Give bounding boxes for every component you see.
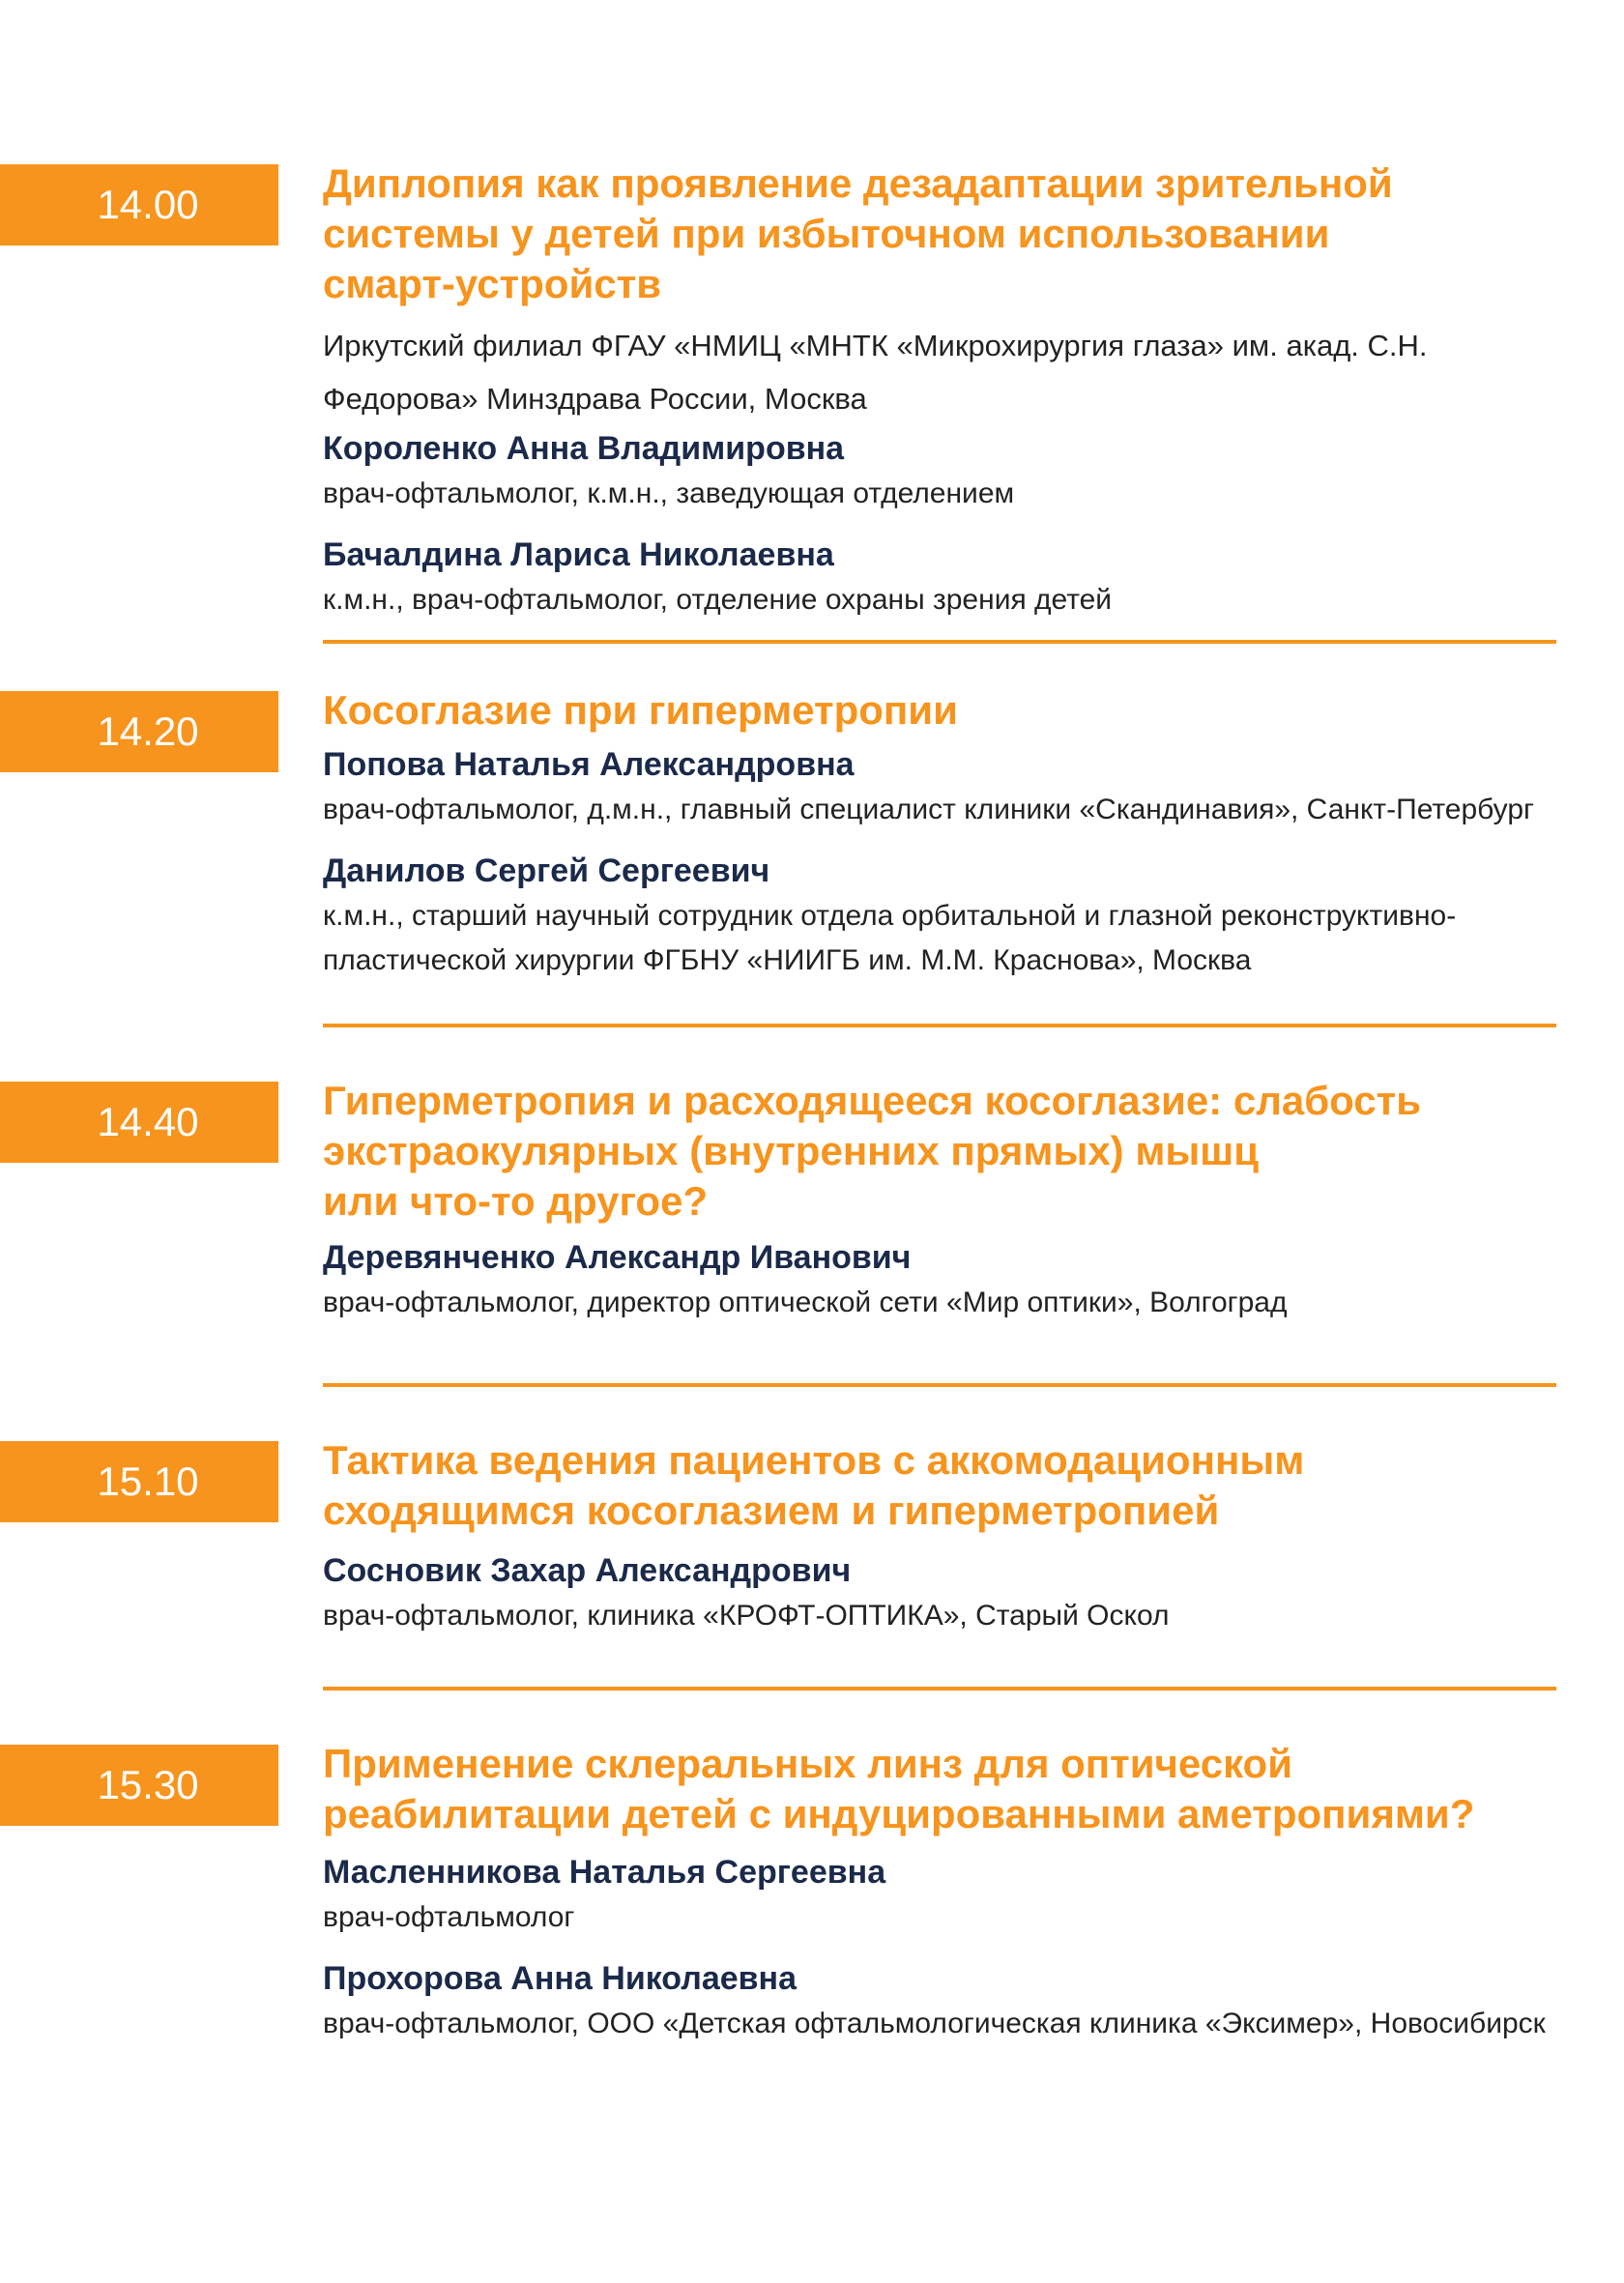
divider — [323, 1687, 1556, 1691]
organization — [323, 319, 1580, 425]
session-title-line: Диплопия как проявление дезадаптации зрительной — [323, 160, 1393, 206]
speaker — [323, 1549, 1580, 1638]
session-title — [323, 1076, 1580, 1227]
session-title-line: экстраокулярных (внутренних прямых) мышц — [323, 1128, 1260, 1173]
speaker-name: Сосновик Захар Александрович — [323, 1552, 852, 1589]
session-title-line: Гиперметропия и расходящееся косоглазие: слабость — [323, 1078, 1422, 1123]
session-title-line: Косоглазие при гиперметропии — [323, 687, 958, 733]
speaker — [323, 850, 1580, 983]
speaker-role-line: врач-офтальмолог, директор оптической сети «Мир оптики», Волгоград — [323, 1286, 1288, 1318]
speaker-role — [323, 2002, 1580, 2046]
speaker — [323, 1957, 1580, 2046]
session-content — [323, 1435, 1580, 1638]
speaker — [323, 743, 1580, 832]
speaker-name: Короленко Анна Владимировна — [323, 430, 845, 467]
speaker-role — [323, 894, 1580, 983]
speaker-name: Масленникова Наталья Сергеевна — [323, 1854, 886, 1891]
speaker — [323, 427, 1580, 516]
speaker-role-line: врач-офтальмолог, ООО «Детская офтальмологическая клиника «Эксимер», Новосибирск — [323, 2008, 1546, 2039]
time-badge: 14.20 — [0, 691, 278, 772]
speaker-role — [323, 1281, 1580, 1325]
organization-line: Федорова» Минздрава России, Москва — [323, 382, 867, 416]
session-title — [323, 1739, 1580, 1839]
session-title — [323, 1435, 1580, 1536]
speaker-role-line: к.м.н., врач-офтальмолог, отделение охраны зрения детей — [323, 584, 1113, 616]
speaker-name: Данилов Сергей Сергеевич — [323, 853, 770, 889]
divider — [323, 1383, 1556, 1387]
organization-line: Иркутский филиал ФГАУ «НМИЦ «МНТК «Микрохирургия глаза» им. акад. С.Н. — [323, 329, 1428, 362]
speaker-role-line: пластической хирургии ФГБНУ «НИИГБ им. М.М. Краснова», Москва — [323, 944, 1252, 976]
speaker-role — [323, 1594, 1580, 1638]
session-title-line: сходящимся косоглазием и гиперметропией — [323, 1488, 1220, 1533]
speaker-role-line: врач-офтальмолог — [323, 1901, 575, 1933]
session-content — [323, 1076, 1580, 1325]
session-content — [323, 159, 1580, 622]
session-title-line: Тактика ведения пациентов с аккомодационным — [323, 1437, 1305, 1483]
session-title-line: реабилитации детей с индуцированными аметропиями? — [323, 1791, 1475, 1836]
speaker-name: Прохорова Анна Николаевна — [323, 1960, 797, 1997]
speaker-role — [323, 788, 1580, 832]
speaker-role-line: врач-офтальмолог, клиника «КРОФТ-ОПТИКА», Старый Оскол — [323, 1600, 1170, 1632]
time-badge: 15.30 — [0, 1745, 278, 1826]
speaker-role-line: к.м.н., старший научный сотрудник отдела орбитальной и глазной реконструктивно- — [323, 900, 1457, 932]
speaker-role-line: врач-офтальмолог, д.м.н., главный специалист клиники «Скандинавия», Санкт-Петербург — [323, 794, 1534, 825]
session-content — [323, 1739, 1580, 2046]
speaker-role — [323, 472, 1580, 516]
speaker — [323, 1236, 1580, 1325]
session-title-line: системы у детей при избыточном использовании — [323, 211, 1330, 256]
speaker-name: Бачалдина Лариса Николаевна — [323, 536, 834, 573]
speaker-name: Попова Наталья Александровна — [323, 746, 855, 783]
time-badge: 15.10 — [0, 1441, 278, 1522]
speaker-role-line: врач-офтальмолог, к.м.н., заведующая отделением — [323, 477, 1015, 509]
speaker-role — [323, 1895, 1580, 1940]
divider — [323, 640, 1556, 644]
session-title — [323, 685, 1580, 736]
speaker — [323, 534, 1580, 622]
session-title-line: Применение склеральных линз для оптической — [323, 1741, 1293, 1786]
session-title — [323, 159, 1580, 309]
speaker-name: Деревянченко Александр Иванович — [323, 1239, 912, 1276]
speaker-role — [323, 578, 1580, 622]
session-title-line: или что-то другое? — [323, 1178, 709, 1224]
divider — [323, 1024, 1556, 1027]
time-badge: 14.40 — [0, 1082, 278, 1163]
session-content — [323, 685, 1580, 983]
session-title-line: смарт-устройств — [323, 261, 662, 306]
speaker — [323, 1851, 1580, 1940]
time-badge: 14.00 — [0, 164, 278, 246]
